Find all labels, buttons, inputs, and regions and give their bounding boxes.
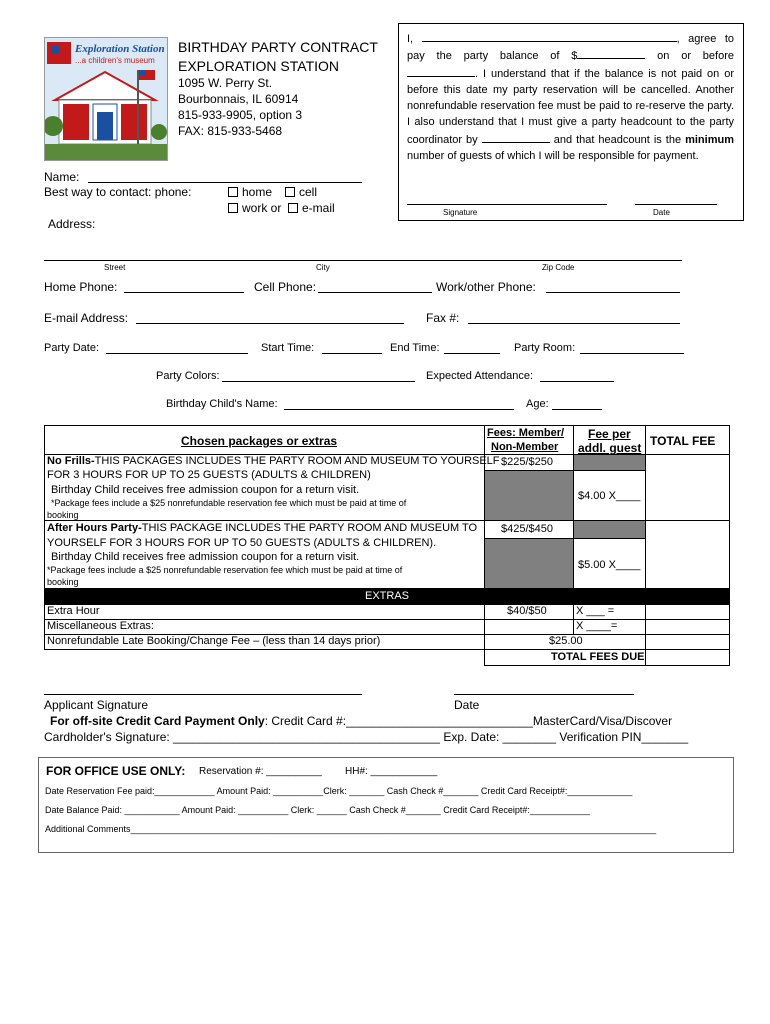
misc-x-cell[interactable] [574,620,646,635]
nofrills-total-cell[interactable] [646,455,730,521]
credit-card-title: For off-site Credit Card Payment Only [50,714,265,728]
afterhours-total-cell[interactable] [646,521,730,589]
due-date-blank[interactable] [407,65,475,77]
fax-label: Fax #: [426,311,460,325]
office-use-title: FOR OFFICE USE ONLY: [46,764,186,778]
nofrills-addl-cell[interactable] [574,471,646,521]
credit-card-line[interactable] [50,714,672,728]
street-label: Street [104,263,126,272]
title-line-2: EXPLORATION STATION [178,58,340,74]
birthday-child-label: Birthday Child's Name: [166,398,278,410]
extra-hour-row [44,605,484,620]
office-row-3[interactable]: Date Balance Paid: ___________ Amount Paid: __________ Clerk: ______ Cash Check #_______ Credit Card Receipt#:____________ [45,805,590,815]
late-fee-row [44,635,484,650]
agreement-text-3: on or before [657,50,734,63]
home-phone-label: Home Phone: [44,280,118,294]
museum-address [178,75,302,139]
applicant-date-label: Date [454,698,480,712]
name-label: Name: [44,170,80,184]
expected-attendance-label: Expected Attendance: [426,370,534,382]
afterhours-note-1: *Package fees include a $25 nonrefundable reservation fee which must be paid at time of [47,565,403,575]
nofrills-addl-gray [574,455,646,471]
name-blank[interactable] [422,30,677,42]
nofrills-addl: $4.00 X____ [578,490,641,502]
office-row-2[interactable]: Date Reservation Fee paid:____________ Amount Paid: __________Clerk: _______ Cash Check #_______ Credit Card Receipt#:_____________ [45,786,633,796]
header-packages: Chosen packages or extras [181,434,338,448]
age-label: Age: [526,398,549,410]
museum-building-icon [45,38,167,160]
start-time-field[interactable] [322,353,382,354]
extra-hour-x: X ___ = [576,605,615,617]
agreement-text-6: number of guests of which I will be responsible for payment. [407,150,699,163]
nofrills-note-2: booking [47,510,79,520]
header-addl-2: addl. guest [578,441,642,455]
extra-hour-label: Extra Hour [47,605,100,617]
total-fees-value[interactable] [646,650,730,666]
afterhours-text-1: THIS PACKAGE INCLUDES THE PARTY ROOM AND MUSEUM TO [141,522,478,534]
expected-attendance-field[interactable] [540,381,614,382]
cell-phone-label: Cell Phone: [254,280,317,294]
total-fees-label: TOTAL FEES DUE [551,651,645,663]
packages-table [44,425,730,667]
late-fee-cell [484,635,646,650]
nofrills-text-1: THIS PACKAGES INCLUDES THE PARTY ROOM AND MUSEUM TO YOURSELF [94,455,500,467]
extras-header-label: EXTRAS [365,590,410,602]
checkbox-icon[interactable] [228,203,238,213]
nofrills-line-1 [47,455,500,467]
address-line-1: 1095 W. Perry St. [178,76,273,90]
address-line-2: Bourbonnais, IL 60914 [178,92,299,106]
extra-hour-fee-cell [484,605,574,620]
afterhours-fee-cell [484,521,574,539]
header-fees-2: Non-Member [491,441,559,453]
agreement-signature-line[interactable] [407,204,607,205]
applicant-signature-line[interactable] [44,694,362,695]
end-time-label: End Time: [390,342,440,354]
extra-hour-x-cell[interactable] [574,605,646,620]
work-phone-label: Work/other Phone: [436,280,536,294]
header-fees-1: Fees: Member/ [487,427,565,439]
extra-hour-total[interactable] [646,605,730,620]
nofrills-coupon: Birthday Child receives free admission coupon for a return visit. [51,484,360,496]
name-field[interactable] [88,182,362,183]
address-field[interactable] [44,260,682,261]
extras-header [44,589,730,605]
hh-number[interactable]: HH#: ____________ [345,766,438,777]
museum-phone: 815-933-9905, option 3 [178,108,303,122]
afterhours-gray-cell [484,539,574,589]
nofrills-title: No Frills- [47,455,95,467]
party-room-label: Party Room: [514,342,576,354]
party-date-label: Party Date: [44,342,100,354]
late-fee-total[interactable] [646,635,730,650]
header-fees-cell [484,425,574,455]
opt-email-label: e-mail [302,201,335,215]
agreement-date-line[interactable] [635,204,717,205]
afterhours-addl-cell[interactable] [574,539,646,589]
city-label: City [316,263,330,272]
misc-total[interactable] [646,620,730,635]
exploration-station-logo [44,37,168,161]
checkbox-icon[interactable] [285,187,295,197]
applicant-signature-label: Applicant Signature [44,698,149,712]
afterhours-fee: $425/$450 [501,523,553,535]
date-label: Date [653,208,670,217]
party-colors-label: Party Colors: [156,370,220,382]
misc-row [44,620,484,635]
misc-fee-cell[interactable] [484,620,574,635]
header-addl-cell [574,425,646,455]
party-colors-field[interactable] [222,381,415,382]
header-total-cell [646,425,730,455]
contract-title [178,38,378,76]
nofrills-fee: $225/$250 [501,456,553,468]
agreement-box [398,23,744,221]
party-room-field[interactable] [580,353,684,354]
work-phone-field[interactable] [546,292,680,293]
checkbox-icon[interactable] [228,187,238,197]
opt-cell-label: cell [299,185,318,199]
total-fees-cell [484,650,646,666]
address-label: Address: [48,217,96,231]
contact-option-work[interactable] [228,201,281,215]
nofrills-description [44,455,500,521]
balance-blank[interactable] [577,47,645,59]
nofrills-note-1: *Package fees include a $25 nonrefundable reservation fee which must be paid at time of [51,498,407,508]
header-addl-1: Fee per [588,427,631,441]
header-total: TOTAL FEE [650,434,716,448]
agreement-minimum: minimum [685,133,734,146]
agreement-text [407,30,734,164]
nofrills-text-2: FOR 3 HOURS FOR UP TO 25 GUESTS (ADULTS & CHILDREN) [47,469,371,481]
end-time-field[interactable] [444,353,500,354]
contact-option-email[interactable] [288,201,335,215]
contact-option-cell[interactable] [285,185,317,199]
credit-card-text: : Credit Card #:____________________________MasterCard/Visa/Discover [264,714,673,728]
afterhours-title: After Hours Party- [47,522,142,534]
logo-name: Exploration Station [75,43,165,55]
afterhours-text-2: YOURSELF FOR 3 HOURS FOR UP TO 50 GUESTS (ADULTS & CHILDREN). [47,537,437,549]
applicant-date-line[interactable] [454,694,634,695]
afterhours-addl-gray [574,521,646,539]
afterhours-coupon: Birthday Child receives free admission coupon for a return visit. [51,551,360,563]
afterhours-line-1 [47,522,477,534]
office-use-box [38,757,734,853]
opt-work-label: work or [242,201,282,215]
opt-home-label: home [242,185,273,199]
misc-x: X ____= [576,620,618,632]
email-label: E-mail Address: [44,311,129,325]
reservation-number[interactable]: Reservation #: __________ [199,766,322,777]
agreement-text-4: . I understand that if the balance is not paid on or before this date my party reservation will be cancelled. Another nonrefundable reservation fee must be paid to re-reserve the party. I also understand that I must give a party headcount to the party coordinator by [407,67,734,146]
extra-hour-fee: $40/$50 [507,605,547,617]
title-line-1: BIRTHDAY PARTY CONTRACT [178,39,378,55]
late-fee-amount: $25.00 [549,635,583,647]
signature-label: Signature [443,208,478,217]
agreement-text-1: I, [407,33,414,45]
header-packages-cell [44,425,484,455]
best-way-label: Best way to contact: phone: [44,185,192,199]
afterhours-addl: $5.00 X____ [578,559,641,571]
cardholder-line[interactable]: Cardholder's Signature: ________________________________________ Exp. Date: ________ Verification PIN_______ [44,730,689,744]
party-date-field[interactable] [106,353,248,354]
checkbox-icon[interactable] [288,203,298,213]
agreement-text-2: , agree to pay the party balance of $ [407,33,734,63]
birthday-child-field[interactable] [284,409,514,410]
zip-label: Zip Code [542,263,575,272]
cell-phone-field[interactable] [318,292,432,293]
additional-comments[interactable]: Additional Comments_________________________________________________________________________________________________________ [45,824,657,834]
museum-fax: FAX: 815-933-5468 [178,124,283,138]
nofrills-gray-cell [484,471,574,521]
contact-option-home[interactable] [228,185,272,199]
afterhours-description [44,521,484,589]
afterhours-note-2: booking [47,577,79,587]
late-fee-label: Nonrefundable Late Booking/Change Fee – (less than 14 days prior) [47,635,381,647]
logo-tagline: ...a children's museum [75,56,155,65]
age-field[interactable] [552,409,602,410]
agreement-text-5: and that headcount is the [553,133,682,146]
home-phone-field[interactable] [124,292,244,293]
headcount-date-blank[interactable] [482,131,550,143]
email-field[interactable] [136,323,404,324]
misc-label: Miscellaneous Extras: [47,620,154,632]
start-time-label: Start Time: [261,342,315,354]
nofrills-fee-cell [484,455,574,471]
fax-field[interactable] [468,323,680,324]
